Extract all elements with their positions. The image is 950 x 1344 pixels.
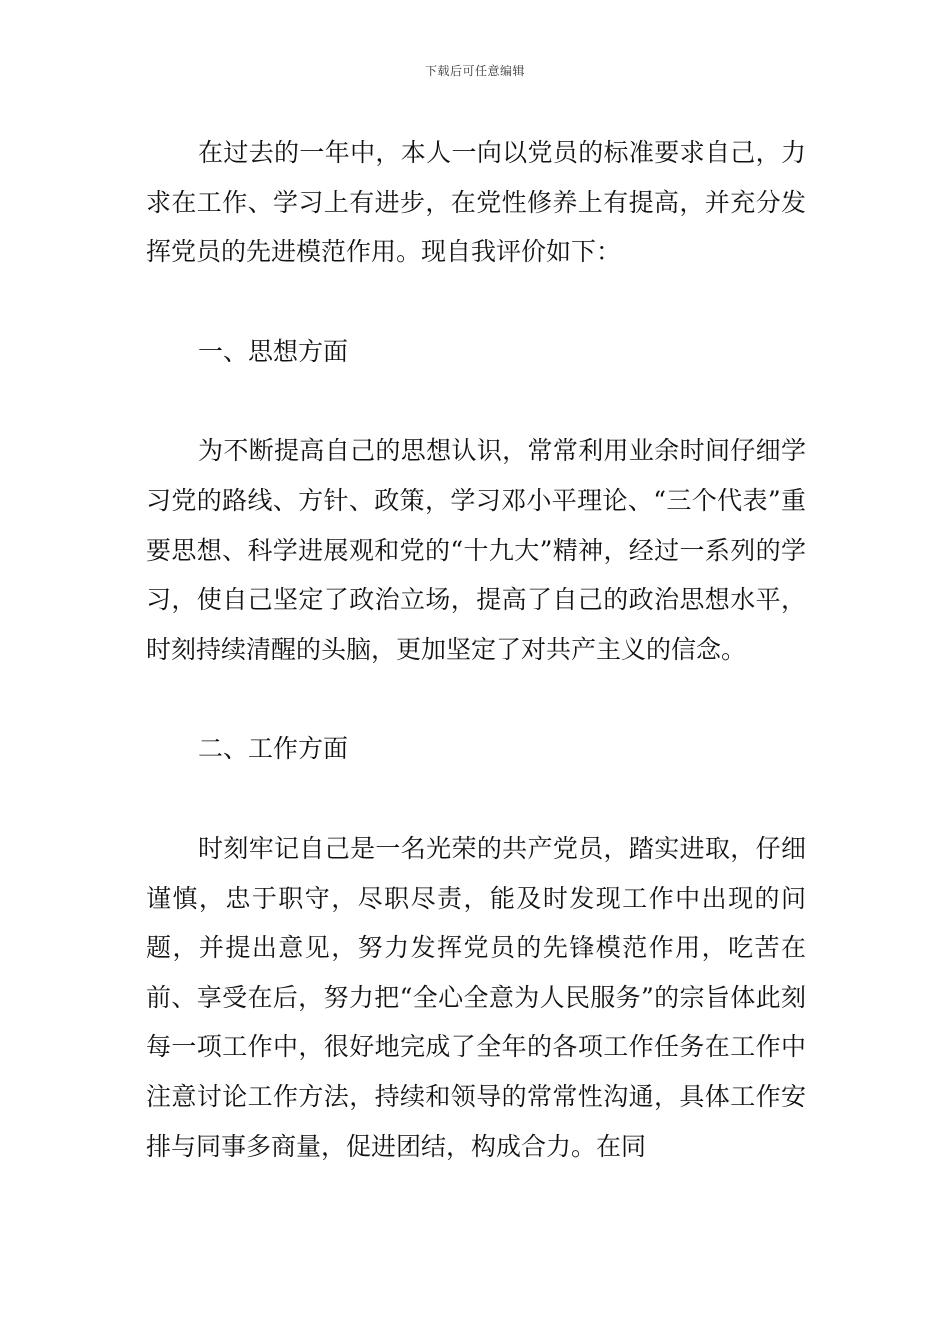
document-body (146, 128, 806, 1171)
spacer (146, 774, 806, 824)
section-heading-thought: 一、思想方面 (198, 336, 349, 366)
section-paragraph-thought: 为不断提高自己的思想认识，常常利用业余时间仔细学习党的路线、方针、政策，学习邓小平理论、“三个代表”重要思想、科学进展观和党的“十九大”精神，经过一系列的学习，使自己坚定了政治立场，提高了自己的政治思想水平，时刻持续清醒的头脑，更加坚定了对共产主义的信念。 (146, 436, 806, 664)
intro-paragraph: 在过去的一年中，本人一向以党员的标准要求自己，力求在工作、学习上有进步，在党性修养上有提高，并充分发挥党员的先进模范作用。现自我评价如下： (146, 138, 806, 267)
spacer (146, 376, 806, 426)
page-header: 下载后可任意编辑 (424, 64, 525, 78)
spacer (146, 674, 806, 724)
section-paragraph-work: 时刻牢记自己是一名光荣的共产党员，踏实进取，仔细谨慎，忠于职守，尽职尽责，能及时发现工作中出现的问题，并提出意见，努力发挥党员的先锋模范作用，吃苦在前、享受在后，努力把“全心全意为人民服务”的宗旨体此刻每一项工作中，很好地完成了全年的各项工作任务在工作中注意讨论工作方法，持续和领导的常常性沟通，具体工作安排与同事多商量，促进团结，构成合力。在同 (146, 833, 806, 1161)
section-heading-work: 二、工作方面 (198, 734, 349, 764)
spacer (146, 277, 806, 327)
